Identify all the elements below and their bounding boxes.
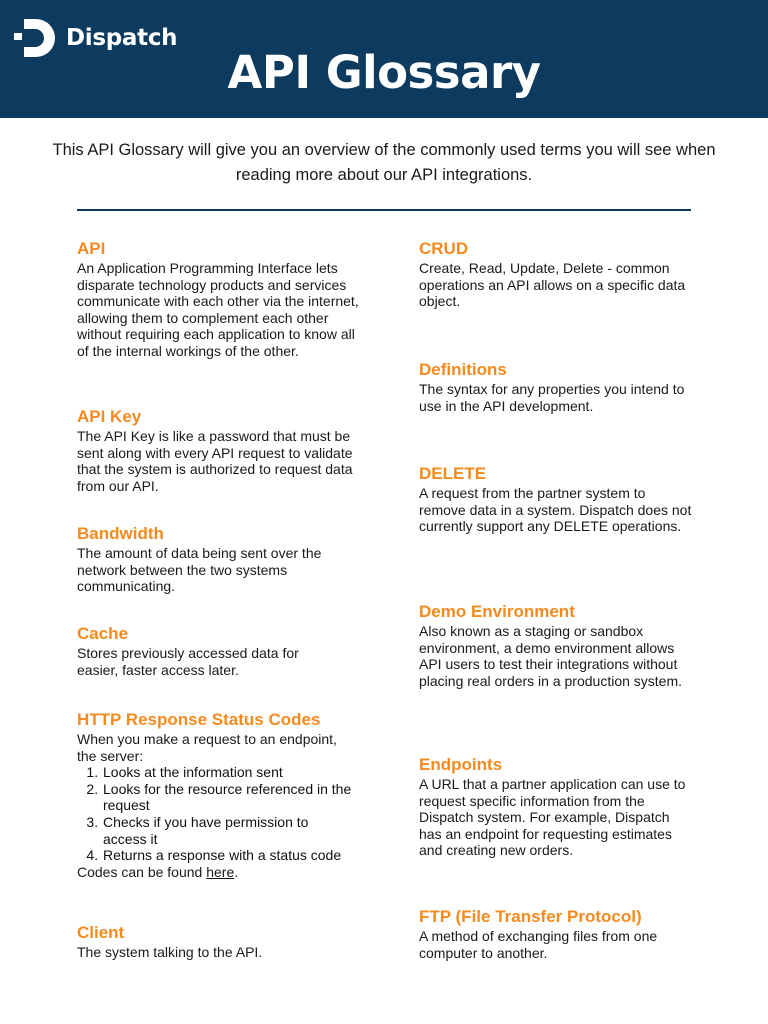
term-definition: A URL that a partner application can use to request specific information from the Dispatch system. For example, Dispatch has an endpoint for requesting estimates and creating new orders. [419, 776, 686, 859]
header-banner [0, 0, 768, 118]
term-title: FTP (File Transfer Protocol) [419, 907, 642, 926]
term-title: HTTP Response Status Codes [77, 710, 321, 729]
term-definition: A request from the partner system to remove data in a system. Dispatch does not currently support any DELETE operations. [419, 485, 692, 535]
page-title: API Glossary [227, 46, 541, 99]
list-item: 3. Checks if you have permission to access it [102, 814, 352, 847]
glossary-entry-demo-environment [419, 601, 694, 689]
glossary-entry-bandwidth [77, 523, 352, 595]
term-title: Client [77, 923, 125, 942]
glossary-entry-http-status-codes [77, 709, 352, 880]
term-title: Demo Environment [419, 602, 575, 621]
list-item: 1. Looks at the information sent [102, 764, 352, 781]
term-definition: An Application Programming Interface lets disparate technology products and services communicate with each other via the internet, allowing them to complement each other without requiring each application to know all of the internal workings of the other. [77, 260, 359, 359]
glossary-entry-crud [419, 238, 694, 310]
glossary-entry-cache [77, 623, 327, 678]
glossary-entry-api [77, 238, 359, 360]
list-item: 4. Returns a response with a status code [102, 847, 352, 864]
brand-name: Dispatch [66, 25, 178, 51]
term-definition: The syntax for any properties you intend to use in the API development. [419, 381, 685, 414]
term-title: CRUD [419, 239, 469, 258]
term-definition: When you make a request to an endpoint, the server: [77, 731, 337, 764]
codes-here-link[interactable]: here [206, 863, 235, 880]
term-definition: The system talking to the API. [77, 944, 263, 960]
list-item: 2. Looks for the resource referenced in the request [102, 781, 352, 814]
glossary-entry-ftp [419, 906, 694, 961]
glossary-entry-delete [419, 463, 694, 535]
term-definition: Also known as a staging or sandbox environment, a demo environment allows API users to test their integrations without placing real orders in a production system. [419, 623, 683, 689]
glossary-entry-api-key [77, 406, 357, 494]
term-title: API Key [77, 407, 142, 426]
term-definition: Create, Read, Update, Delete - common operations an API allows on a specific data object. [419, 260, 686, 310]
term-title: API [77, 239, 106, 258]
term-definition: A method of exchanging files from one computer to another. [419, 928, 658, 961]
term-title: Endpoints [419, 755, 503, 774]
glossary-entry-client [77, 922, 337, 961]
codes-footer-suffix: . [234, 863, 239, 880]
term-title: Definitions [419, 360, 507, 379]
glossary-entry-definitions [419, 359, 699, 414]
glossary-entry-endpoints [419, 754, 694, 859]
term-title: DELETE [419, 464, 487, 483]
intro-text: This API Glossary will give you an overview of the commonly used terms you will see when reading more about our API integrations. [52, 141, 716, 184]
term-title: Bandwidth [77, 524, 164, 543]
term-title: Cache [77, 624, 129, 643]
codes-footer [77, 864, 352, 881]
term-definition: The amount of data being sent over the network between the two systems communicating. [77, 545, 322, 595]
term-definition: The API Key is like a password that must be sent along with every API request to validate that the system is authorized to request data from our API. [77, 428, 353, 494]
divider [77, 209, 691, 211]
term-definition: Stores previously accessed data for easier, faster access later. [77, 645, 299, 678]
codes-footer-prefix: Codes can be found [77, 863, 207, 880]
steps-list [77, 764, 352, 864]
